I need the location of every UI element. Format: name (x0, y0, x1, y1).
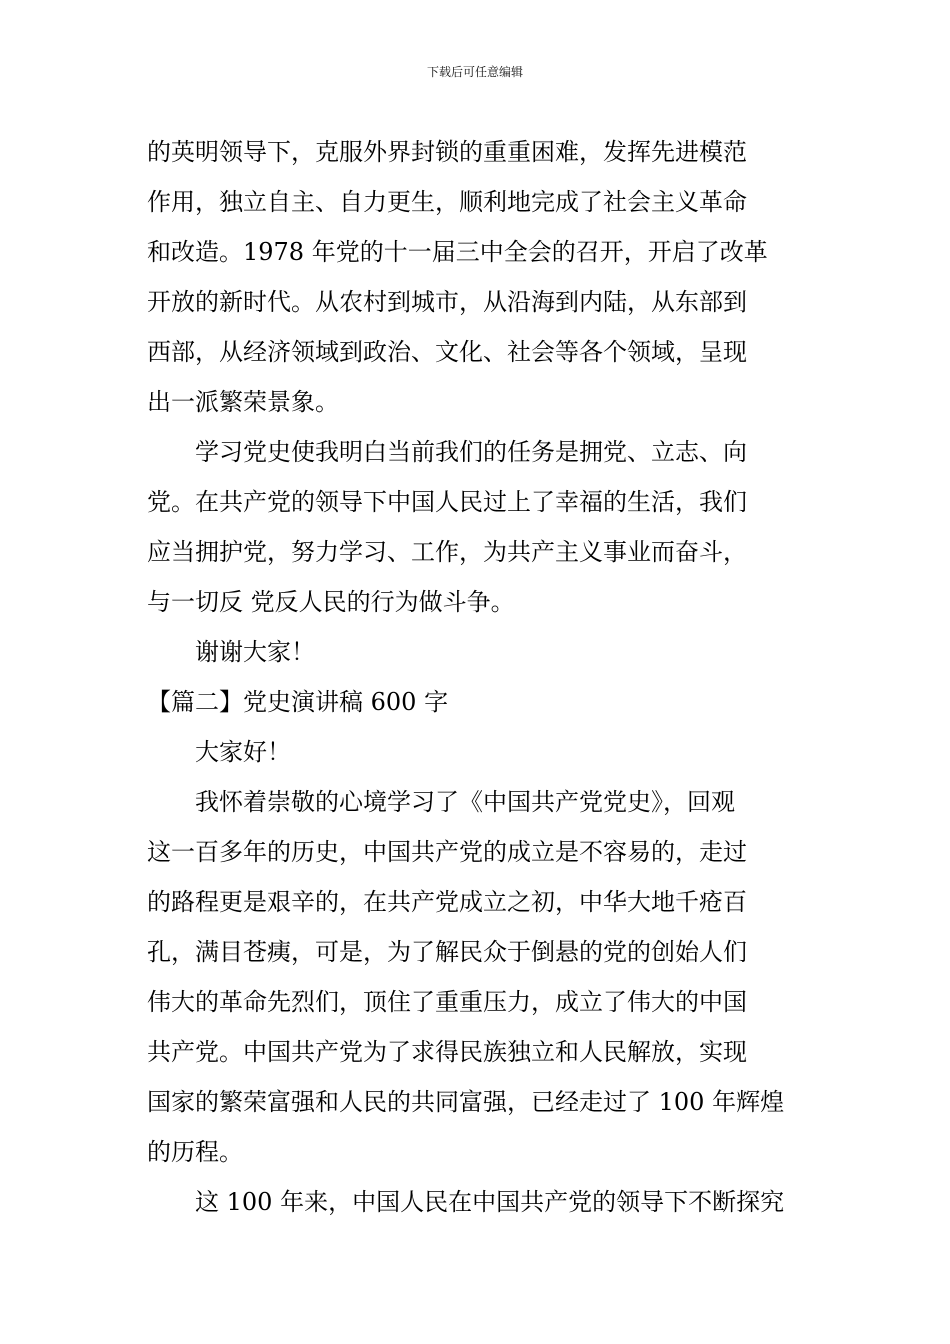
paragraph-start: 学习党史使我明白当前我们的任务是拥党、立志、向 (195, 438, 747, 466)
text-line: 党。在共产党的领导下中国人民过上了幸福的生活，我们 (147, 488, 747, 516)
text-line: 应当拥护党，努力学习、工作，为共产主义事业而奋斗， (147, 538, 747, 566)
text-line: 和改造。1978 年党的十一届三中全会的召开，开启了改革 (147, 238, 768, 266)
document-body (147, 127, 807, 1227)
text-line: 与一切反 党反人民的行为做斗争。 (147, 588, 515, 616)
text-line: 的路程更是艰辛的，在共产党成立之初，中华大地千疮百 (147, 888, 747, 916)
text-line: 伟大的革命先烈们，顶住了重重压力，成立了伟大的中国 (147, 988, 747, 1016)
text-line: 这一百多年的历史，中国共产党的成立是不容易的，走过 (147, 838, 747, 866)
paragraph-start: 我怀着崇敬的心境学习了《中国共产党党史》，回观 (195, 788, 735, 816)
text-line: 的历程。 (147, 1138, 243, 1166)
text-line: 西部，从经济领域到政治、文化、社会等各个领域，呈现 (147, 338, 747, 366)
paragraph-start: 这 100 年来，中国人民在中国共产党的领导下不断探究 (195, 1188, 785, 1216)
text-line: 开放的新时代。从农村到城市，从沿海到内陆，从东部到 (147, 288, 747, 316)
text-line: 出一派繁荣景象。 (147, 388, 339, 416)
text-line: 共产党。中国共产党为了求得民族独立和人民解放，实现 (147, 1038, 747, 1066)
greeting: 大家好！ (195, 738, 291, 766)
text-line: 国家的繁荣富强和人民的共同富强，已经走过了 100 年辉煌 (147, 1088, 785, 1116)
text-line: 孔，满目苍痍，可是，为了解民众于倒悬的党的创始人们 (147, 938, 747, 966)
closing-thanks: 谢谢大家！ (195, 638, 315, 666)
text-line: 作用，独立自主、自力更生，顺利地完成了社会主义革命 (147, 188, 747, 216)
text-line: 的英明领导下，克服外界封锁的重重困难，发挥先进模范 (147, 138, 747, 166)
page-header: 下载后可任意编辑 (426, 65, 523, 79)
section-heading: 【篇二】党史演讲稿 600 字 (147, 688, 449, 716)
